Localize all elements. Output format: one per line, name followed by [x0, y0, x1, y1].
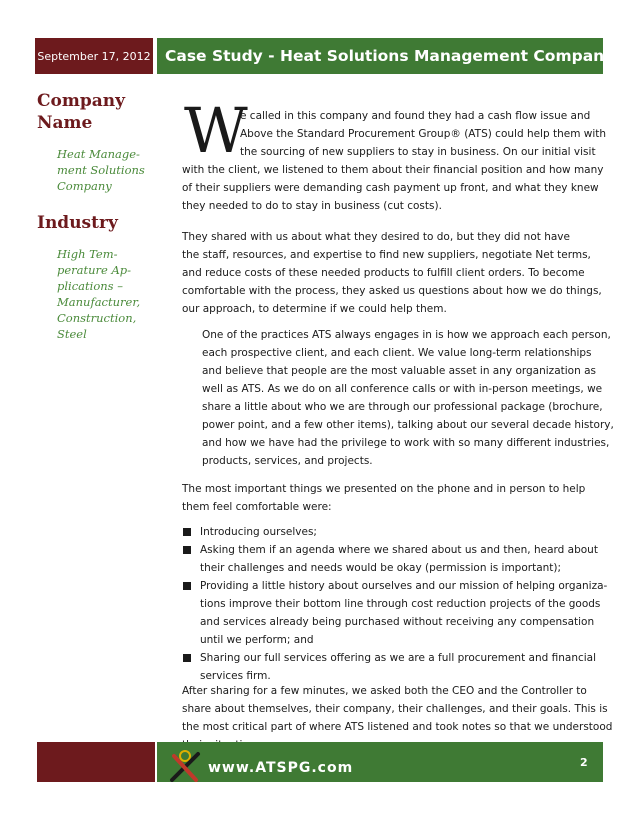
bullet-square-icon [183, 582, 191, 590]
ats-logo-icon [168, 748, 202, 782]
paragraph-1-intro: e called in this company and found they had a cash flow issue and Above the Standard Procurement Group® (ATS) could help them with the sourcing of new suppliers to stay in business. On our initial visit [240, 110, 607, 158]
paragraph-4: The most important things we presented on the phone and in person to help them feel comfortable were: [182, 483, 586, 513]
bullet-square-icon [183, 546, 191, 554]
list-item: Asking them if an agenda where we shared about us and then, heard about their challenges and needs would be okay (permission is important); [200, 541, 602, 577]
bullet-square-icon [183, 528, 191, 536]
header-date: September 17, 2012 [35, 38, 155, 74]
header-title: Case Study - Heat Solutions Management Company [157, 38, 603, 74]
footer-left-bar [37, 742, 157, 782]
footer-website-link[interactable]: www.ATSPG.com [208, 760, 354, 776]
page-number: 2 [580, 756, 588, 769]
bullet-square-icon [183, 654, 191, 662]
list-item: Introducing ourselves; [200, 523, 602, 541]
paragraph-1-rest: with the client, we listened to them about their financial position and how many of their suppliers were demanding cash payment up front, and what they knew they needed to do to stay in business (cut costs). [182, 164, 604, 212]
sidebar-company-value: Heat Manage- ment Solutions Company [57, 147, 145, 193]
sidebar-industry-heading: Industry [37, 213, 118, 233]
list-item: Providing a little history about ourselves and our mission of helping organiza- tions improve their bottom line through cost reduction projects of the goods and services already being purchased without receiving any compensation until we perform; and [200, 577, 602, 649]
paragraph-2: They shared with us about what they desired to do, but they did not have the staff, resources, and expertise to find new suppliers, negotiate Net terms, and reduce costs of these needed products to fulfill client orders. To become comfortable with the process, they asked us questions about how we do things, our approach, to determine if we could help them. [182, 231, 602, 315]
paragraph-3-block: One of the practices ATS always engages in is how we approach each person, each prospective client, and each client. We value long-term relationships and believe that people are the most valuable asset in any organization as well as ATS. As we do on all conference calls or with in-person meetings, we share a little about who we are through our professional package (brochure, power point, and a few other items), talking about our several decade history, and how we have had the privilege to work with so many different industries, products, services, and projects. [202, 329, 614, 467]
drop-cap: W [184, 94, 248, 167]
paragraph-5: After sharing for a few minutes, we asked both the CEO and the Controller to share about themselves, their company, their challenges, and their goals. This is the most critical part of where ATS listened and took notes so that we understood [182, 685, 613, 733]
sidebar-industry-value: High Tem- perature Ap- plications – Manufacturer, Construction, Steel [57, 247, 141, 341]
sidebar-company-heading: Company Name [37, 91, 125, 133]
list-item: Sharing our full services offering as we are a full procurement and financial services firm. [200, 649, 602, 685]
bullet-list [200, 523, 608, 685]
